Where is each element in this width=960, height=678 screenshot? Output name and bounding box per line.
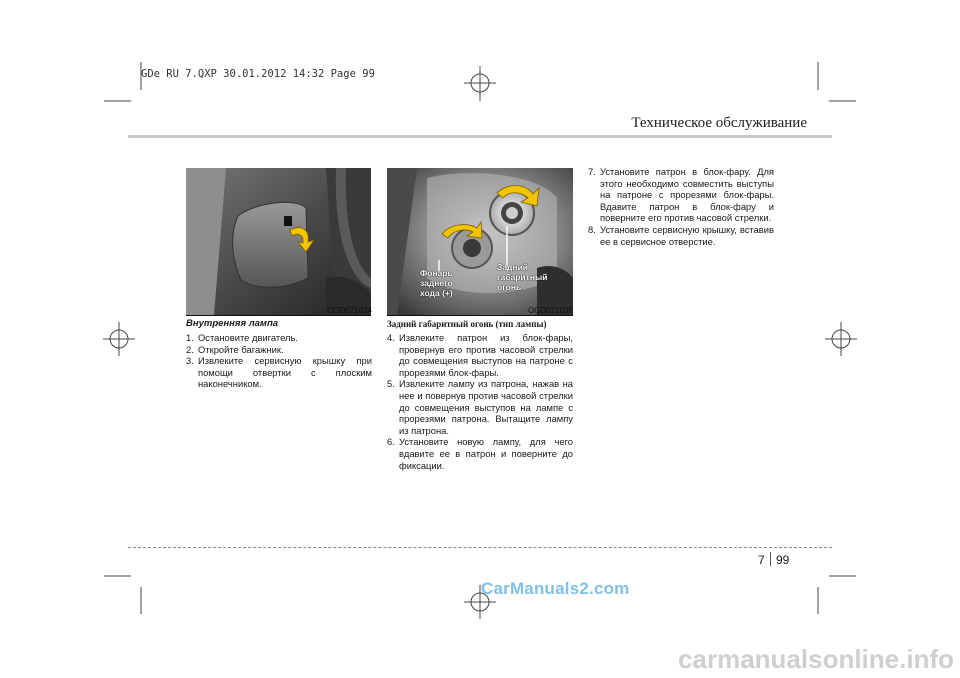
column-2-steps [387,332,573,471]
registration-mark-left [103,322,135,356]
caption-rule-middle [387,315,573,316]
label-reverse-lamp: Фонарь заднего хода (+) [420,268,453,298]
step-5: 5. Извлеките лампу из патрона, нажав на нее и повернув против часовой стрелки до совмещения выступов на лампе с прорезями патрона. Вытащите лампу из патрона. [387,378,573,436]
column-2 [387,319,573,471]
column-3 [588,166,774,247]
step-1: 1. Остановите двигатель. [186,332,298,343]
section-title: Техническое обслуживание [631,115,807,131]
step-6: 6. Установите новую лампу, для чего вдавите ее в патрон и поверните до фиксации. [387,436,573,471]
watermark-carmanualsonline: carmanualsonline.info [678,644,954,674]
watermark-carmanuals2: CarManuals2.com [481,579,630,598]
step-4: 4. Извлеките патрон из блок-фары, провернув его против часовой стрелки до совмещения выступов на патроне с прорезями блок-фары. [387,332,573,378]
column-3-steps [588,166,774,247]
label-tail-position-lamp: Задний габаритный огонь [497,262,548,292]
trunk-interior-photo [186,168,371,315]
tail-lamp-heading: Задний габаритный огонь (тип лампы) [387,319,547,329]
step-3: 3. Извлеките сервисную крышку при помощи отвертки с плоским наконечником. [186,355,372,390]
figure-code-middle: OGD071035 [528,306,573,315]
page-number: 99 [776,553,790,567]
header-rule [128,135,832,138]
print-slug: GDe RU 7.QXP 30.01.2012 14:32 Page 99 [141,68,375,80]
footer-rule [128,547,832,548]
interior-lamp-heading: Внутренняя лампа [186,318,279,329]
step-2: 2. Откройте багажник. [186,343,284,355]
chapter-number: 7 [758,553,765,567]
tail-lamp-photo [387,168,573,315]
column-1-steps [186,332,372,390]
column-1 [186,318,372,390]
step-8: 8. Установите сервисную крышку, вставив ее в сервисное отверстие. [588,223,774,247]
figure-code-left: OGD071034 [327,306,372,315]
step-7: 7. Установите патрон в блок-фару. Для этого необходимо совместить выступы на патроне с прорезями блок-фары. Вдавите патрон в блок-фару и поверните его против часовой стрелки. [588,166,774,224]
page-number-separator [770,552,771,566]
caption-rule-left [186,315,371,316]
registration-mark-right [825,322,857,356]
registration-mark-top [464,66,496,101]
